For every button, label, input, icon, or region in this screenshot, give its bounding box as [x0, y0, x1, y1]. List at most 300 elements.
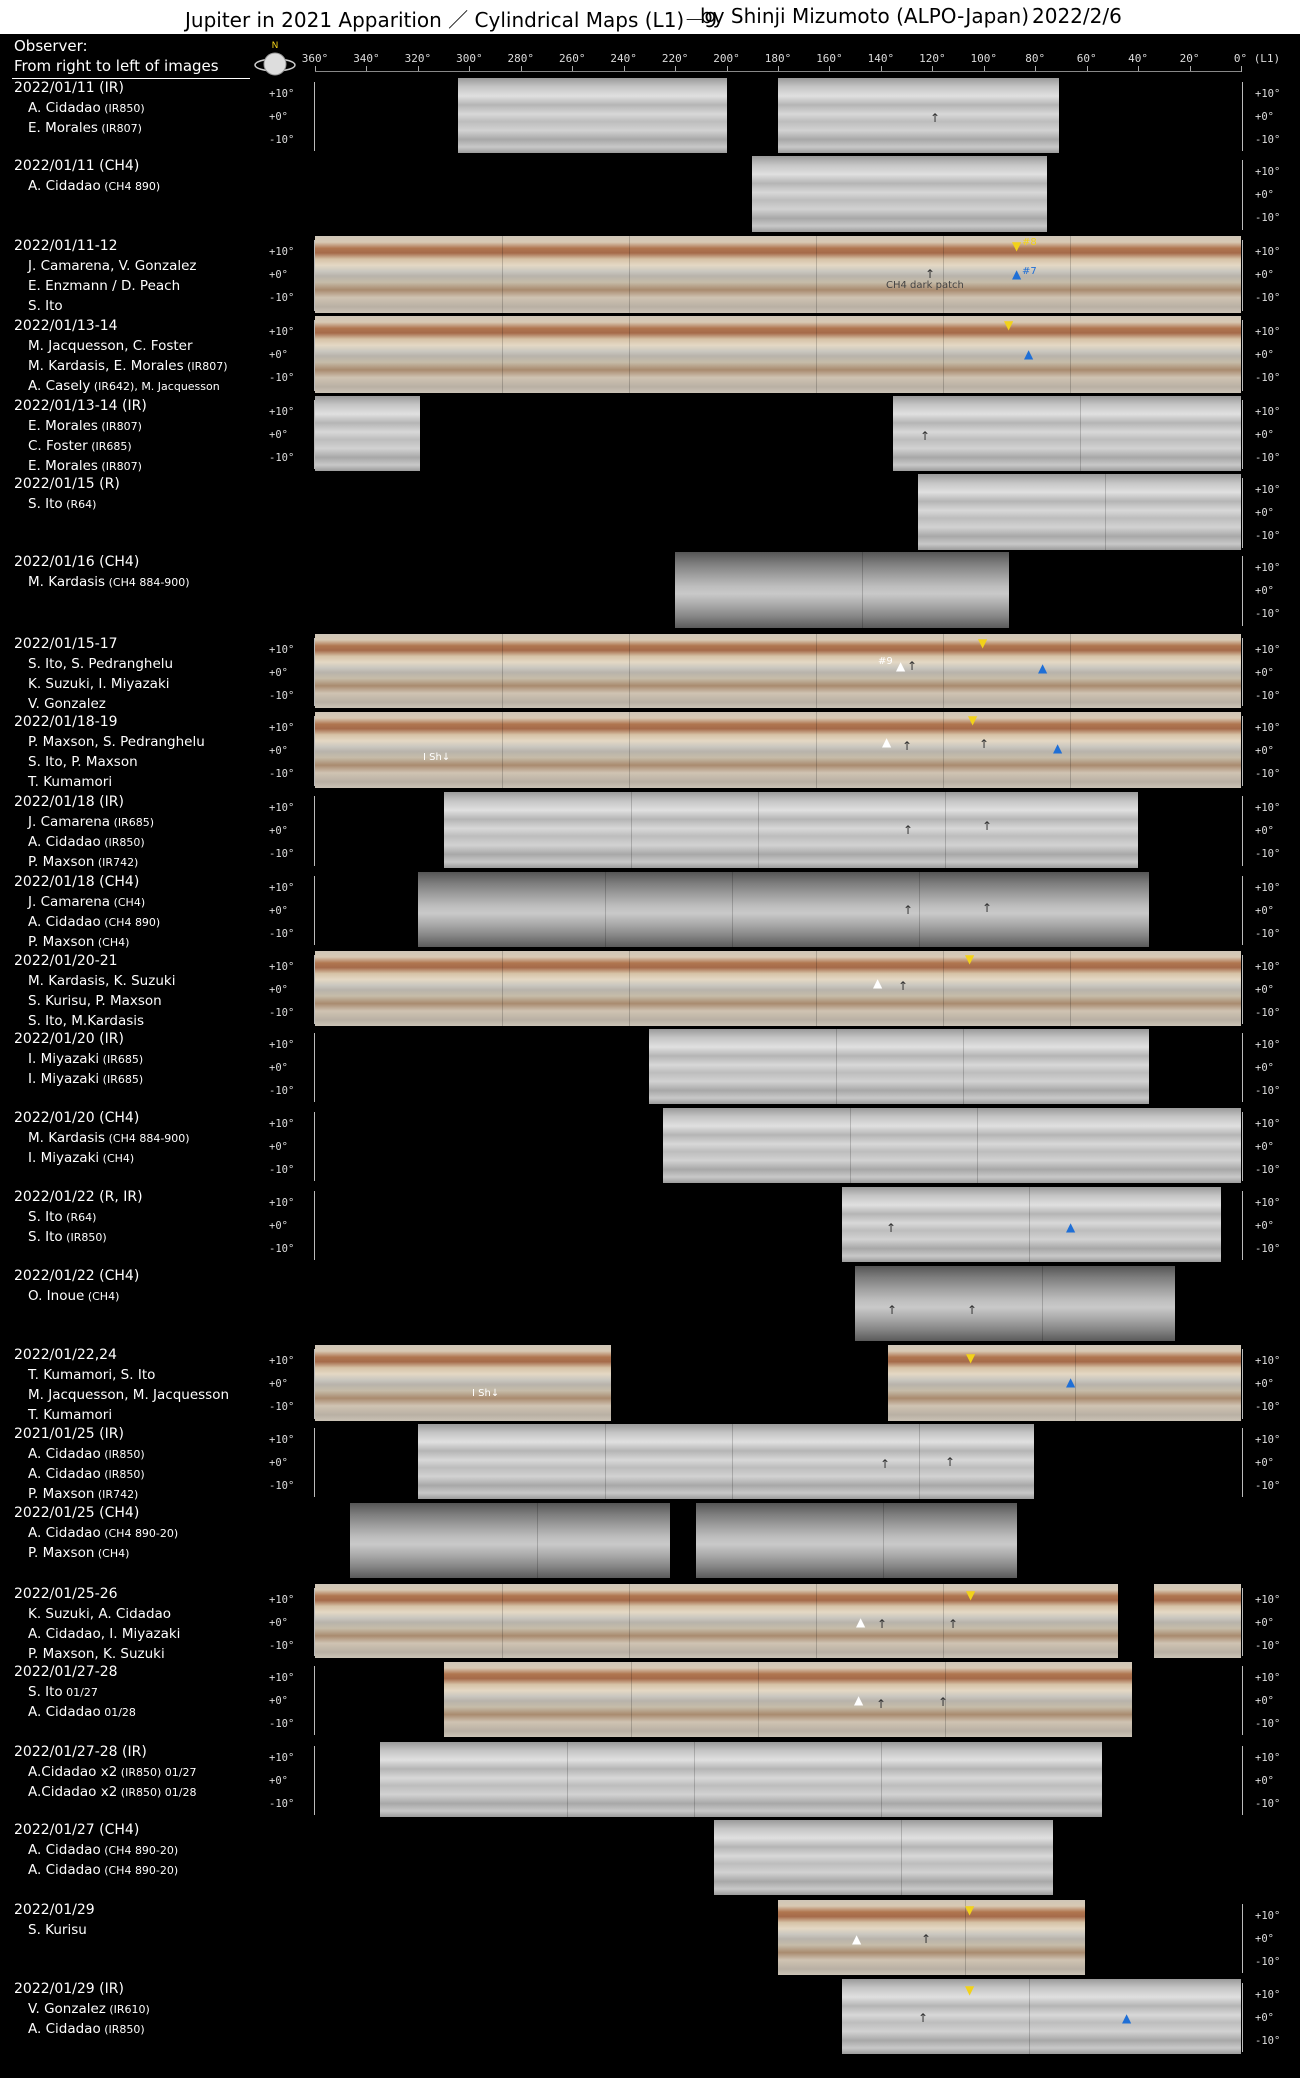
- right-lat-label: -10°: [1255, 530, 1281, 542]
- longitude-tick-label: 80°: [1025, 52, 1046, 65]
- strip-seam: [943, 316, 944, 393]
- right-lat-label: +10°: [1255, 1434, 1281, 1446]
- observer-entry: [28, 732, 205, 752]
- observer-entry: [28, 654, 173, 674]
- strip-seam: [629, 236, 630, 313]
- right-lat-axis: [1242, 1904, 1243, 1973]
- triangle-marker: ▲: [1122, 2011, 1132, 2025]
- arrow-marker: ↑: [907, 659, 918, 673]
- right-lat-axis: [1242, 876, 1243, 945]
- longitude-tick-label: 100°: [970, 52, 998, 65]
- right-lat-label: +0°: [1255, 1378, 1274, 1390]
- observation-date: 2022/01/27 (CH4): [14, 1822, 140, 1838]
- longitude-tick-label: 180°: [764, 52, 792, 65]
- strip-seam: [629, 951, 630, 1026]
- right-lat-axis: [1242, 1033, 1243, 1102]
- right-lat-axis: [1242, 556, 1243, 626]
- yellow-marker: ▼: [966, 1351, 976, 1365]
- observer-name: A. Casely: [28, 378, 91, 394]
- strip-seam: [816, 712, 817, 788]
- yellow-marker: ▼: [1012, 239, 1022, 253]
- observation-date: 2022/01/25-26: [14, 1586, 118, 1602]
- right-lat-axis: [1242, 1191, 1243, 1260]
- left-lat-axis: [314, 400, 315, 469]
- left-lat-label: -10°: [269, 768, 295, 780]
- left-lat-label: +0°: [269, 429, 288, 441]
- right-lat-label: -10°: [1255, 1956, 1281, 1968]
- observer-name: A. Cidadao: [28, 1466, 101, 1482]
- observer-entry: [28, 1543, 129, 1564]
- observer-filter: (CH4): [94, 1547, 130, 1560]
- ir-map-strip: [842, 1979, 1241, 2054]
- feature-label: I Sh↓: [472, 1388, 500, 1399]
- strip-seam: [883, 1503, 884, 1578]
- arrow-marker: ↑: [877, 1617, 888, 1631]
- observation-date: 2021/01/25 (IR): [14, 1426, 124, 1442]
- left-lat-label: -10°: [269, 1640, 295, 1652]
- left-lat-label: +0°: [269, 1220, 288, 1232]
- north-label: N: [271, 41, 279, 51]
- longitude-tick-label: 200°: [713, 52, 740, 65]
- left-lat-axis: [314, 955, 315, 1024]
- longitude-tick-label: 160°: [816, 52, 843, 65]
- observer-entry: [28, 1523, 178, 1544]
- strip-seam: [945, 792, 946, 868]
- observer-name: A. Cidadao: [28, 1525, 101, 1541]
- right-lat-label: -10°: [1255, 690, 1281, 702]
- triangle-marker: ▲: [854, 1693, 864, 1707]
- left-lat-label: -10°: [269, 134, 295, 146]
- left-lat-label: +0°: [269, 111, 288, 123]
- observer-entry: [28, 356, 228, 377]
- observation-date: 2022/01/11-12: [14, 238, 118, 254]
- ir-map-strip: [842, 1187, 1221, 1262]
- strip-seam: [1029, 1187, 1030, 1262]
- observation-date: 2022/01/22 (CH4): [14, 1268, 140, 1284]
- observer-name: S. Ito, M.Kardasis: [28, 1013, 145, 1029]
- right-lat-label: +10°: [1255, 722, 1281, 734]
- ir-map-strip: [458, 78, 727, 153]
- observer-filter: (R64): [62, 1211, 97, 1224]
- color-map-strip: [315, 1345, 611, 1421]
- feature-label: I Sh↓: [423, 752, 451, 763]
- right-lat-label: -10°: [1255, 1640, 1281, 1652]
- left-lat-label: +0°: [269, 667, 288, 679]
- left-lat-label: +10°: [269, 1752, 295, 1764]
- right-lat-label: -10°: [1255, 1085, 1281, 1097]
- observer-filter: 01/27: [62, 1686, 98, 1699]
- triangle-marker: ▲: [1066, 1375, 1076, 1389]
- observer-entry: [28, 1011, 144, 1031]
- observation-date: 2022/01/11 (IR): [14, 80, 124, 96]
- observation-date: 2022/01/29 (IR): [14, 1981, 124, 1997]
- observation-date: 2022/01/20 (CH4): [14, 1110, 140, 1126]
- ir-map-strip: [418, 1424, 1034, 1499]
- observer-name: E. Morales: [28, 418, 98, 434]
- right-lat-label: +10°: [1255, 1672, 1281, 1684]
- strip-seam: [629, 316, 630, 393]
- strip-seam: [943, 236, 944, 313]
- observer-name: V. Gonzalez: [28, 696, 106, 712]
- strip-seam: [816, 236, 817, 313]
- observer-entry: [28, 1484, 138, 1505]
- ch4-map-strip: [675, 552, 1009, 628]
- observer-name: O. Inoue: [28, 1288, 85, 1304]
- color-map-strip: [315, 951, 1241, 1026]
- yellow-marker: ▼: [978, 636, 988, 650]
- right-lat-label: +0°: [1255, 349, 1274, 361]
- arrow-marker: ↑: [918, 2011, 929, 2025]
- observer-name: P. Maxson: [28, 1545, 95, 1561]
- right-lat-label: +0°: [1255, 1457, 1274, 1469]
- observer-filter: (IR685): [87, 440, 132, 453]
- observer-entry: [28, 118, 142, 139]
- observation-date: 2022/01/13-14: [14, 318, 118, 334]
- right-lat-axis: [1242, 796, 1243, 866]
- observation-date: 2022/01/22 (R, IR): [14, 1189, 143, 1205]
- strip-seam: [1080, 396, 1081, 471]
- left-lat-axis: [314, 1349, 315, 1419]
- right-lat-label: +0°: [1255, 1617, 1274, 1629]
- yellow-marker: ▼: [965, 1903, 975, 1917]
- observer-name: M. Kardasis: [28, 574, 106, 590]
- observer-filter: (IR685): [110, 816, 155, 829]
- left-lat-label: -10°: [269, 1243, 295, 1255]
- observer-entry: [28, 1604, 171, 1624]
- triangle-marker: ▲: [1066, 1220, 1076, 1234]
- triangle-marker: ▲: [882, 735, 892, 749]
- observer-name: M. Jacquesson, C. Foster: [28, 338, 193, 354]
- right-lat-label: +10°: [1255, 961, 1281, 973]
- observer-name: S. Ito, P. Maxson: [28, 754, 138, 770]
- left-lat-label: +10°: [269, 961, 295, 973]
- observer-filter: (IR807): [183, 360, 228, 373]
- left-lat-label: -10°: [269, 1085, 295, 1097]
- right-lat-label: +0°: [1255, 1062, 1274, 1074]
- observer-entry: [28, 256, 197, 276]
- right-lat-label: -10°: [1255, 134, 1281, 146]
- observer-filter: (IR850): [100, 102, 145, 115]
- observation-date: 2022/01/18-19: [14, 714, 118, 730]
- observer-entry: [28, 971, 175, 991]
- left-lat-label: +10°: [269, 1039, 295, 1051]
- ir-map-strip: [893, 396, 1241, 471]
- observation-date: 2022/01/20-21: [14, 953, 118, 969]
- left-lat-axis: [314, 1666, 315, 1735]
- observer-filter: (IR807): [97, 122, 142, 135]
- observer-entry: [28, 892, 145, 913]
- observer-name: A. Cidadao: [28, 100, 101, 116]
- observer-name: A. Cidadao: [28, 834, 101, 850]
- observer-entry: [28, 1444, 145, 1465]
- left-lat-label: -10°: [269, 372, 295, 384]
- ir-map-strip: [444, 792, 1138, 868]
- observer-entry: [28, 1128, 190, 1149]
- right-lat-label: +10°: [1255, 326, 1281, 338]
- right-lat-axis: [1242, 1983, 1243, 2052]
- observer-name: A. Cidadao: [28, 1446, 101, 1462]
- right-lat-label: +0°: [1255, 2012, 1274, 2024]
- observer-name: S. Ito: [28, 496, 63, 512]
- right-lat-label: +0°: [1255, 429, 1274, 441]
- strip-seam: [502, 634, 503, 708]
- observer-filter: (CH4 890-20): [100, 1844, 179, 1857]
- color-map-strip: [315, 316, 1241, 393]
- color-map-strip: [315, 712, 1241, 788]
- observer-entry: [28, 1782, 196, 1803]
- right-lat-label: -10°: [1255, 1007, 1281, 1019]
- arrow-marker: ↑: [876, 1697, 887, 1711]
- strip-seam: [943, 712, 944, 788]
- ir-map-strip: [918, 474, 1241, 550]
- left-lat-label: +10°: [269, 1594, 295, 1606]
- strip-seam: [502, 951, 503, 1026]
- observer-name: A.Cidadao x2: [28, 1784, 118, 1800]
- observer-entry: [28, 1682, 98, 1703]
- strip-seam: [758, 792, 759, 868]
- strip-seam: [502, 236, 503, 313]
- strip-seam: [605, 1424, 606, 1499]
- observer-name: I. Miyazaki: [28, 1150, 100, 1166]
- strip-seam: [1070, 712, 1071, 788]
- right-lat-label: -10°: [1255, 768, 1281, 780]
- observer-entry: [28, 1702, 136, 1723]
- right-lat-label: -10°: [1255, 1164, 1281, 1176]
- observer-name: J. Camarena, V. Gonzalez: [28, 258, 197, 274]
- strip-seam: [1042, 1266, 1043, 1341]
- observer-filter: (IR850): [62, 1231, 107, 1244]
- observer-entry: [28, 852, 138, 873]
- color-map-strip: [1154, 1584, 1241, 1658]
- left-lat-label: +0°: [269, 1378, 288, 1390]
- observer-name: S. Ito: [28, 1684, 63, 1700]
- yellow-marker: ▼: [966, 1588, 976, 1602]
- observation-date: 2022/01/15 (R): [14, 476, 120, 492]
- observer-filter: (IR850) 01/28: [117, 1786, 197, 1799]
- right-lat-label: +10°: [1255, 246, 1281, 258]
- left-lat-label: -10°: [269, 848, 295, 860]
- strip-seam: [1070, 634, 1071, 708]
- right-lat-label: -10°: [1255, 2035, 1281, 2047]
- left-lat-label: -10°: [269, 1480, 295, 1492]
- observer-name: A. Cidadao: [28, 1704, 101, 1720]
- arrow-marker: ↑: [920, 429, 931, 443]
- left-lat-label: +10°: [269, 326, 295, 338]
- left-lat-label: +0°: [269, 349, 288, 361]
- left-lat-label: -10°: [269, 1718, 295, 1730]
- observer-name: C. Foster: [28, 438, 88, 454]
- triangle-marker: ▲: [856, 1615, 866, 1629]
- observer-name: E. Morales: [28, 458, 98, 474]
- observer-name: M. Kardasis: [28, 1130, 106, 1146]
- longitude-tick-label: 0° (L1): [1233, 52, 1281, 65]
- right-lat-axis: [1242, 1349, 1243, 1419]
- strip-seam: [816, 951, 817, 1026]
- ch4-map-strip: [350, 1503, 670, 1578]
- feature-label: #8: [1022, 237, 1037, 248]
- observer-entry: [28, 1286, 119, 1307]
- observer-entry: [28, 276, 180, 296]
- strip-seam: [629, 634, 630, 708]
- observer-entry: [28, 1207, 96, 1228]
- strip-seam: [862, 552, 863, 628]
- right-lat-label: +10°: [1255, 1752, 1281, 1764]
- observer-name: A. Cidadao: [28, 1862, 101, 1878]
- arrow-marker: ↑: [945, 1455, 956, 1469]
- right-lat-label: +10°: [1255, 406, 1281, 418]
- observer-entry: [28, 932, 129, 953]
- left-lat-axis: [314, 1428, 315, 1497]
- triangle-marker: ▲: [1024, 347, 1034, 361]
- arrow-marker: ↑: [921, 1932, 932, 1946]
- observer-name: P. Maxson: [28, 934, 95, 950]
- left-lat-label: +0°: [269, 984, 288, 996]
- page-title: Jupiter in 2021 Apparition ／ Cylindrical Maps (L1)－9: [185, 8, 717, 32]
- observer-filter: (R64): [62, 498, 97, 511]
- right-lat-label: +0°: [1255, 984, 1274, 996]
- ir-map-strip: [380, 1742, 1102, 1817]
- observer-name: A. Cidadao: [28, 1842, 101, 1858]
- observer-entry: [28, 1069, 143, 1090]
- strip-seam: [694, 1742, 695, 1817]
- right-lat-axis: [1242, 160, 1243, 230]
- color-map-strip: [778, 1900, 1085, 1975]
- right-lat-label: +0°: [1255, 825, 1274, 837]
- right-lat-label: +0°: [1255, 745, 1274, 757]
- longitude-tick-label: 280°: [507, 52, 535, 65]
- longitude-tick-label: 20°: [1179, 52, 1200, 65]
- right-lat-label: +0°: [1255, 1933, 1274, 1945]
- left-lat-label: +10°: [269, 1672, 295, 1684]
- observer-name: P. Maxson: [28, 854, 95, 870]
- left-lat-label: +0°: [269, 825, 288, 837]
- strip-seam: [502, 712, 503, 788]
- observer-entry: [28, 1385, 229, 1405]
- observer-filter: (IR685): [99, 1053, 144, 1066]
- right-lat-label: +0°: [1255, 905, 1274, 917]
- observer-name: T. Kumamori: [28, 774, 113, 790]
- observer-entry: [28, 572, 190, 593]
- publish-date: 2022/2/6: [1032, 4, 1122, 28]
- left-lat-axis: [314, 716, 315, 786]
- color-map-strip: [315, 634, 1241, 708]
- left-lat-label: -10°: [269, 1798, 295, 1810]
- observer-entry: [28, 694, 106, 714]
- observer-name: J. Camarena: [28, 894, 111, 910]
- ir-map-strip: [315, 396, 420, 471]
- author: by Shinji Mizumoto (ALPO-Japan): [700, 4, 1030, 28]
- strip-seam: [1070, 236, 1071, 313]
- right-lat-label: +10°: [1255, 484, 1281, 496]
- longitude-tick: [1241, 66, 1242, 72]
- strip-seam: [816, 316, 817, 393]
- observation-date: 2022/01/27-28: [14, 1664, 118, 1680]
- observer-filter: (CH4 884-900): [105, 1132, 190, 1145]
- strip-seam: [631, 1662, 632, 1737]
- left-lat-axis: [314, 1746, 315, 1815]
- left-lat-label: +10°: [269, 406, 295, 418]
- strip-seam: [943, 1584, 944, 1658]
- right-lat-label: +10°: [1255, 1118, 1281, 1130]
- right-lat-label: -10°: [1255, 1243, 1281, 1255]
- observer-entry: [28, 1405, 112, 1425]
- right-lat-label: +10°: [1255, 882, 1281, 894]
- strip-seam: [816, 634, 817, 708]
- observer-filter: (CH4 890-20): [100, 1864, 179, 1877]
- ir-map-strip: [714, 1820, 1053, 1895]
- right-lat-label: +10°: [1255, 166, 1281, 178]
- strip-seam: [1070, 951, 1071, 1026]
- observation-date: 2022/01/20 (IR): [14, 1031, 124, 1047]
- right-lat-label: +10°: [1255, 1910, 1281, 1922]
- left-lat-axis: [314, 82, 315, 151]
- right-lat-label: -10°: [1255, 1401, 1281, 1413]
- observer-heading: [14, 36, 219, 76]
- planet-orientation-icon: [254, 40, 296, 82]
- observer-name: S. Ito: [28, 1229, 63, 1245]
- observer-filter: (IR850): [100, 836, 145, 849]
- observer-entry: [28, 912, 160, 933]
- right-lat-axis: [1242, 1746, 1243, 1815]
- strip-seam: [758, 1662, 759, 1737]
- strip-seam: [919, 1424, 920, 1499]
- right-lat-axis: [1242, 955, 1243, 1024]
- right-lat-label: +10°: [1255, 644, 1281, 656]
- longitude-tick-label: 60°: [1076, 52, 1097, 65]
- longitude-tick-label: 240°: [610, 52, 637, 65]
- observation-date: 2022/01/27-28 (IR): [14, 1744, 147, 1760]
- left-lat-axis: [314, 240, 315, 311]
- right-lat-label: +0°: [1255, 507, 1274, 519]
- observer-name: A. Cidadao: [28, 2021, 101, 2037]
- observer-name: V. Gonzalez: [28, 2001, 106, 2017]
- right-lat-label: +0°: [1255, 269, 1274, 281]
- longitude-tick-label: 220°: [661, 52, 689, 65]
- observer-filter: (IR642), M. Jacquesson: [90, 380, 220, 393]
- observer-entry: [28, 1840, 178, 1861]
- observer-name: P. Maxson, S. Pedranghelu: [28, 734, 205, 750]
- color-map-strip: [315, 236, 1241, 313]
- right-lat-axis: [1242, 1112, 1243, 1181]
- right-lat-label: -10°: [1255, 372, 1281, 384]
- observer-filter: (CH4 890): [100, 916, 161, 929]
- observation-date: 2022/01/15-17: [14, 636, 118, 652]
- observer-filter: (IR742): [94, 1488, 139, 1501]
- strip-seam: [605, 872, 606, 947]
- observer-entry: [28, 1999, 150, 2020]
- observer-entry: [28, 2019, 145, 2040]
- observer-name: A. Cidadao, I. Miyazaki: [28, 1626, 181, 1642]
- left-lat-label: +10°: [269, 1355, 295, 1367]
- observer-name: T. Kumamori, S. Ito: [28, 1367, 156, 1383]
- arrow-marker: ↑: [982, 819, 993, 833]
- right-lat-axis: [1242, 1428, 1243, 1497]
- arrow-marker: ↑: [925, 267, 936, 281]
- ir-map-strip: [778, 78, 1059, 153]
- left-lat-label: +10°: [269, 802, 295, 814]
- left-lat-axis: [314, 1033, 315, 1102]
- arrow-marker: ↑: [938, 1695, 949, 1709]
- arrow-marker: ↑: [902, 739, 913, 753]
- observer-filter: (CH4): [94, 936, 130, 949]
- arrow-marker: ↑: [903, 903, 914, 917]
- longitude-tick-label: 320°: [404, 52, 432, 65]
- strip-seam: [836, 1029, 837, 1104]
- right-lat-axis: [1242, 716, 1243, 786]
- strip-seam: [919, 872, 920, 947]
- arrow-marker: ↑: [948, 1617, 959, 1631]
- left-lat-label: -10°: [269, 928, 295, 940]
